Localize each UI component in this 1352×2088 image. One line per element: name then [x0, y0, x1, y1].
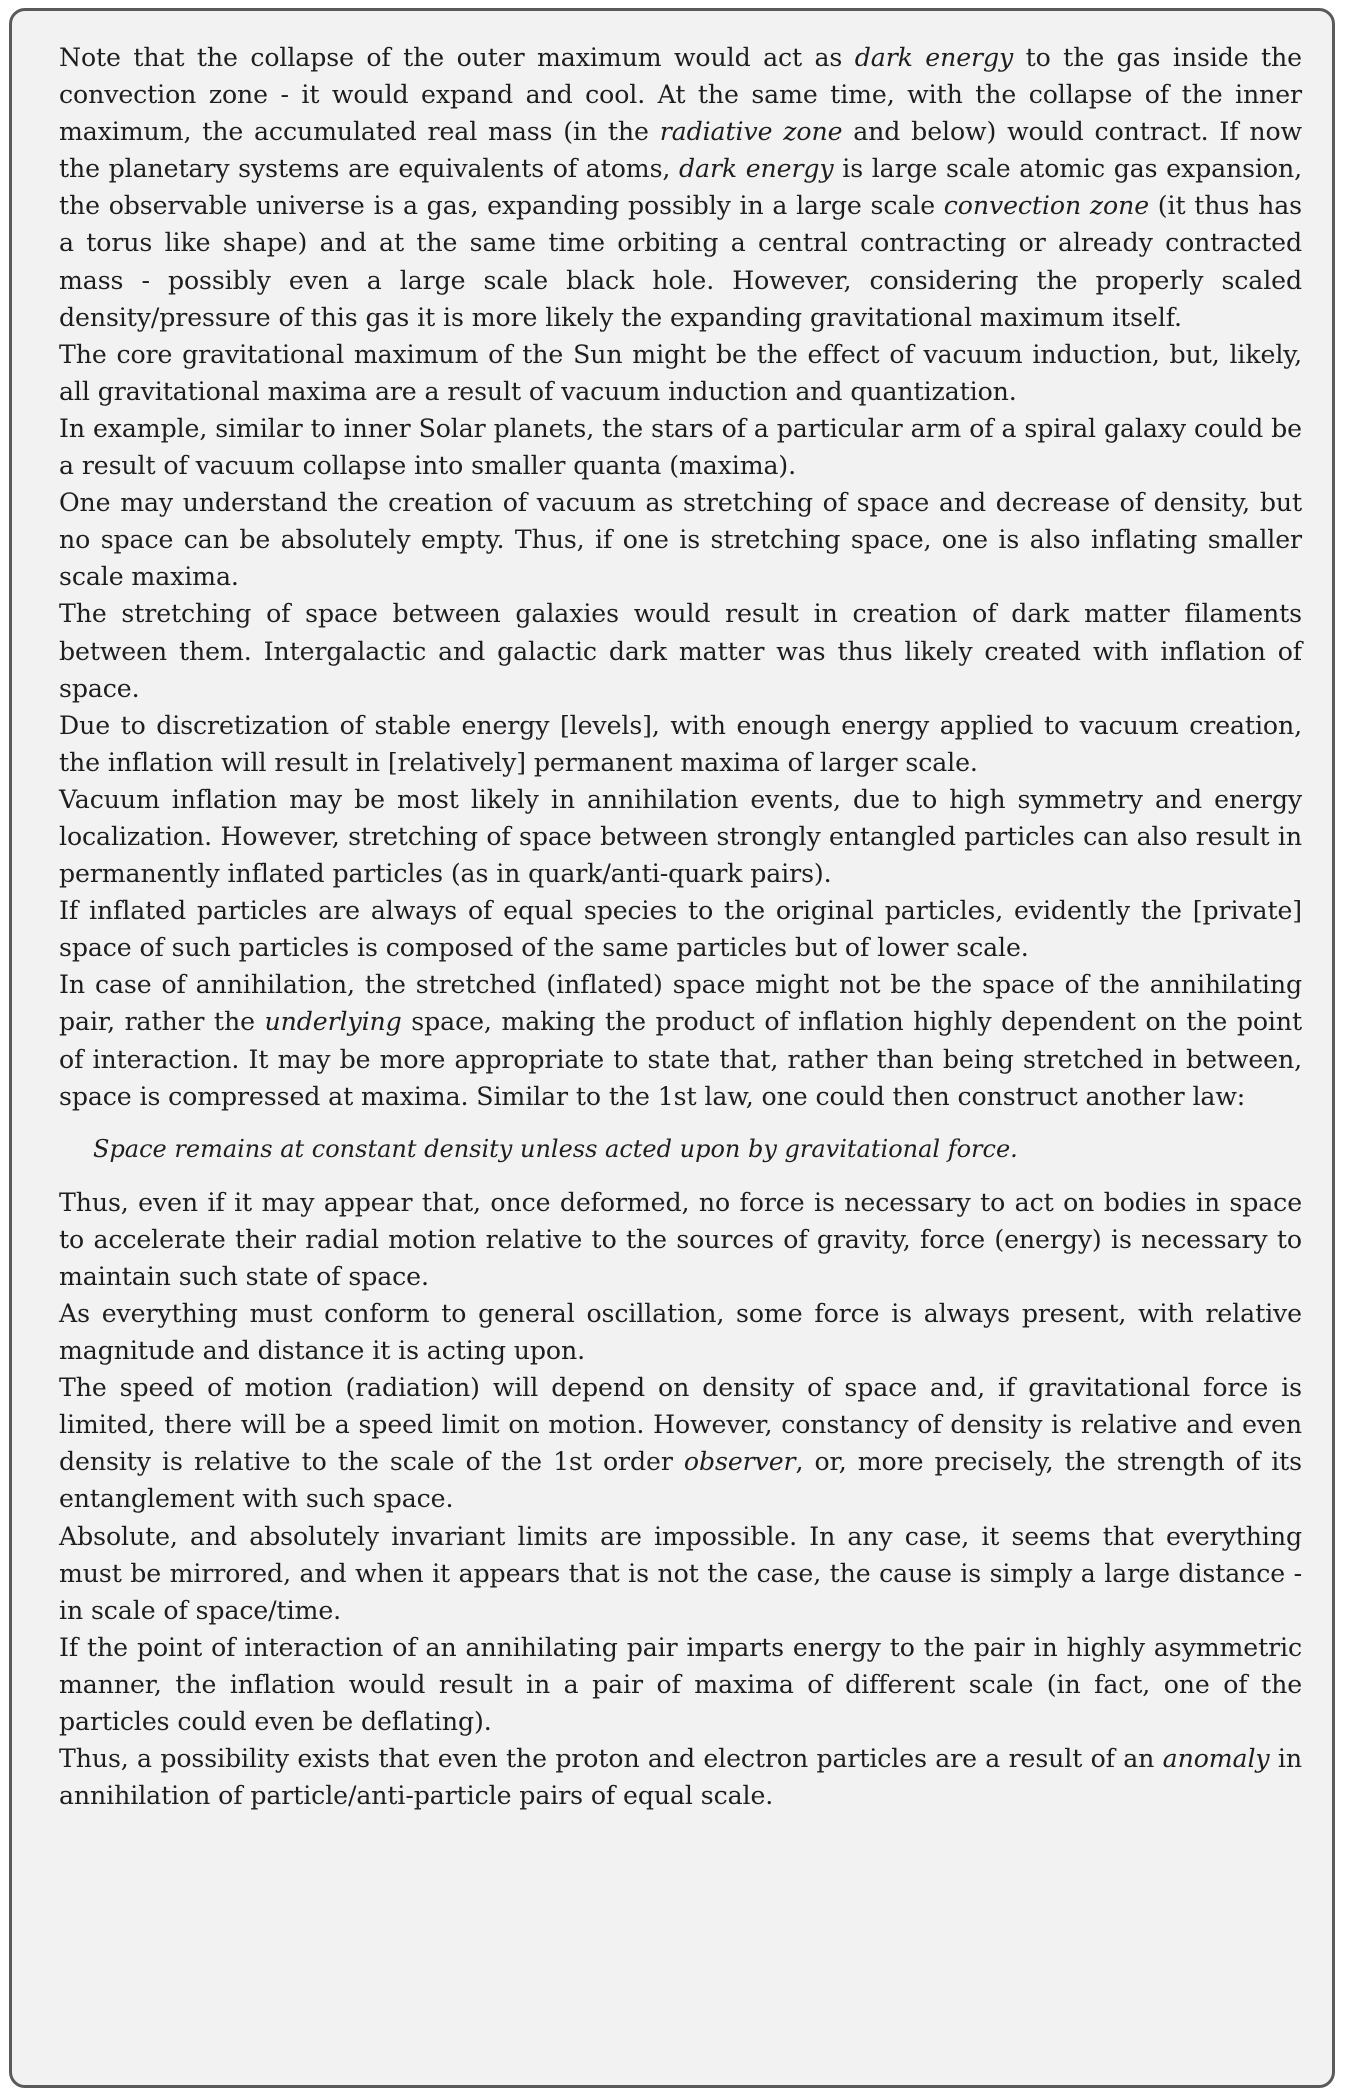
paragraphs-after-law: [59, 1184, 1302, 1815]
paragraph: [59, 595, 1302, 706]
text-segment: space, making the product of inflation highly dependent on the point of interaction. It may be more appropriate to state that, rather than being stretched in between, space is compressed at maxima. Similar to the 1st law, one could then construct another law:: [59, 1007, 1303, 1111]
italic-term: anomaly: [1162, 1744, 1270, 1774]
paragraph: [59, 1518, 1302, 1629]
italic-term: observer: [683, 1447, 796, 1477]
paragraph: [59, 1740, 1302, 1814]
text-segment: Absolute, and absolutely invariant limits are impossible. In any case, it seems that everything must be mirrored, and when it appears that is not the case, the cause is simply a large distance - in scale of space/time.: [59, 1521, 1302, 1625]
text-segment: in annihilation of particle/anti-particle pairs of equal scale.: [59, 1744, 1303, 1811]
law-statement: Space remains at constant density unless acted upon by gravitational force.: [93, 1134, 1018, 1163]
text-box: [9, 8, 1335, 2088]
paragraph: [59, 707, 1302, 781]
paragraph: [59, 1629, 1302, 1740]
text-segment: (it thus has a torus like shape) and at the same time orbiting a central contracting or already contracted mass - possibly even a large scale black hole. However, considering the properly scaled density/pressure of this gas it is more likely the expanding gravitational maximum itself.: [59, 191, 1302, 332]
text-segment: The speed of motion (radiation) will depend on density of space and, if gravitational force is limited, there will be a speed limit on motion. However, constancy of density is relative and even density is relative to the scale of the 1st order: [59, 1373, 1302, 1477]
text-segment: One may understand the creation of vacuum as stretching of space and decrease of density, but no space can be absolutely empty. Thus, if one is stretching space, one is also inflating smaller scale maxima.: [59, 488, 1302, 592]
text-segment: to the gas inside the convection zone - it would expand and cool. At the same time, with the collapse of the inner maximum, the accumulated real mass (in the: [59, 43, 1302, 147]
paragraph: [59, 39, 1302, 336]
italic-term: dark energy: [854, 43, 1014, 72]
paragraph: [59, 1295, 1302, 1369]
italic-term: convection zone: [943, 191, 1150, 221]
text-segment: Thus, even if it may appear that, once deformed, no force is necessary to act on bodies in space to accelerate their radial motion relative to the sources of gravity, force (energy) is necessary to maintain such state of space.: [59, 1187, 1302, 1291]
text-segment: , or, more precisely, the strength of its entanglement with such space.: [59, 1447, 1302, 1514]
paragraph: [59, 892, 1302, 966]
italic-term: radiative zone: [659, 117, 843, 147]
paragraph: [59, 410, 1302, 484]
text-segment: In example, similar to inner Solar planets, the stars of a particular arm of a spiral galaxy could be a result of vacuum collapse into smaller quanta (maxima).: [59, 413, 1302, 481]
text-segment: The stretching of space between galaxies would result in creation of dark matter filaments between them. Intergalactic and galactic dark matter was thus likely created with inflation of space.: [59, 599, 1302, 703]
italic-term: dark energy: [679, 154, 834, 184]
paragraph: [59, 484, 1302, 595]
text-segment: Due to discretization of stable energy [levels], with enough energy applied to vacuum creation, the inflation will result in [relatively] permanent maxima of larger scale.: [59, 710, 1302, 777]
text-segment: and below) would contract. If now the planetary systems are equivalents of atoms,: [59, 117, 1302, 184]
text-segment: Note that the collapse of the outer maximum would act as: [59, 43, 855, 72]
paragraph: [59, 966, 1302, 1114]
text-segment: If the point of interaction of an annihilating pair imparts energy to the pair in highly asymmetric manner, the inflation would result in a pair of maxima of different scale (in fact, one of the particles could even be deflating).: [59, 1632, 1302, 1737]
text-segment: The core gravitational maximum of the Sun might be the effect of vacuum induction, but, likely, all gravitational maxima are a result of vacuum induction and quantization.: [59, 339, 1302, 406]
paragraph: [59, 1369, 1302, 1517]
text-segment: is large scale atomic gas expansion, the observable universe is a gas, expanding possibly in a large scale: [59, 154, 1303, 221]
text-segment: As everything must conform to general oscillation, some force is always present, with relative magnitude and distance it is acting upon.: [59, 1299, 1302, 1366]
paragraph: [59, 336, 1302, 410]
italic-term: underlying: [264, 1007, 402, 1037]
paragraphs-before-law: [59, 39, 1302, 1115]
text-segment: If inflated particles are always of equal species to the original particles, evidently the [private] space of such particles is composed of the same particles but of lower scale.: [59, 896, 1302, 963]
text-segment: In case of annihilation, the stretched (inflated) space might not be the space of the annihilating pair, rather the: [59, 970, 1302, 1037]
paragraph: [59, 781, 1302, 892]
text-segment: Thus, a possibility exists that even the proton and electron particles are a result of an: [59, 1744, 1163, 1774]
text-segment: Vacuum inflation may be most likely in annihilation events, due to high symmetry and energy localization. However, stretching of space between strongly entangled particles can also result in permanently inflated particles (as in quark/anti-quark pairs).: [59, 784, 1302, 889]
paragraph: [59, 1184, 1302, 1295]
